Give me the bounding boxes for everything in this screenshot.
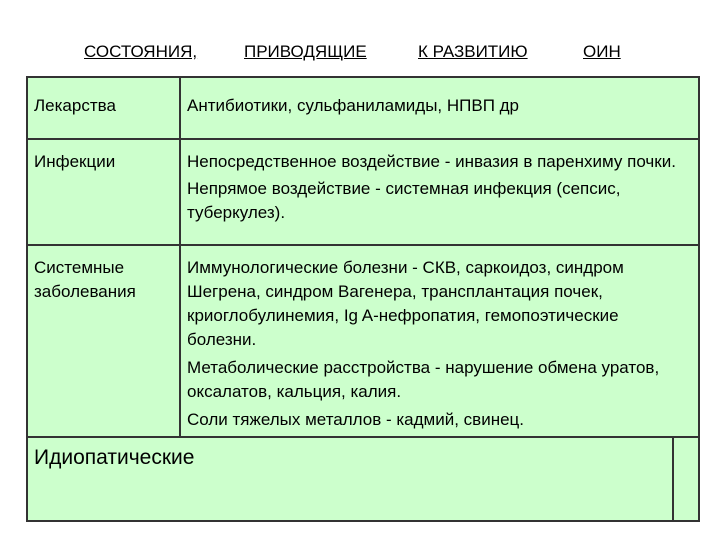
title-word-3: К РАЗВИТИЮ: [418, 42, 528, 61]
row-content-cell: [181, 140, 698, 244]
row-label-cell: [28, 78, 181, 138]
content-paragraph: Метаболические расстройства - нарушение обмена уратов, оксалатов, кальция, калия.: [187, 358, 660, 401]
row-label: Системные заболевания: [34, 258, 136, 301]
row-label-cell: [28, 246, 181, 436]
row-label-cell: [28, 140, 181, 244]
content-paragraph: Соли тяжелых металлов - кадмий, свинец.: [187, 410, 525, 429]
content-paragraph: Антибиотики, сульфаниламиды, НПВП др: [187, 96, 520, 115]
idiopathic-label: Идиопатические: [34, 446, 195, 469]
row-content-cell: [181, 246, 698, 436]
content-paragraph: Непрямое воздействие - системная инфекция (сепсис, туберкулез).: [187, 179, 621, 222]
conditions-table: [26, 76, 700, 522]
table-row-systemic: [28, 246, 698, 438]
title-word-2: ПРИВОДЯЩИЕ: [244, 42, 367, 61]
table-row-idiopathic: [28, 438, 698, 522]
row-content-cell: [181, 78, 698, 138]
title-word-4: ОИН: [583, 42, 621, 61]
row-label: Инфекции: [34, 152, 116, 171]
table-row-infections: [28, 140, 698, 246]
table-row-drugs: [28, 78, 698, 140]
column-divider: [672, 438, 674, 522]
content-paragraph: Непосредственное воздействие - инвазия в паренхиму почки.: [187, 152, 676, 171]
title-word-1: СОСТОЯНИЯ,: [84, 42, 198, 61]
content-paragraph: Иммунологические болезни - СКВ, саркоидоз, синдром Шегрена, синдром Вагенера, трансплантация почек, криоглобулинемия, Ig A-нефропатия, гемопоэтические болезни.: [187, 258, 624, 349]
row-content: [187, 256, 690, 432]
row-content: [187, 94, 690, 118]
row-label: Лекарства: [34, 96, 116, 115]
row-content: [187, 150, 690, 225]
